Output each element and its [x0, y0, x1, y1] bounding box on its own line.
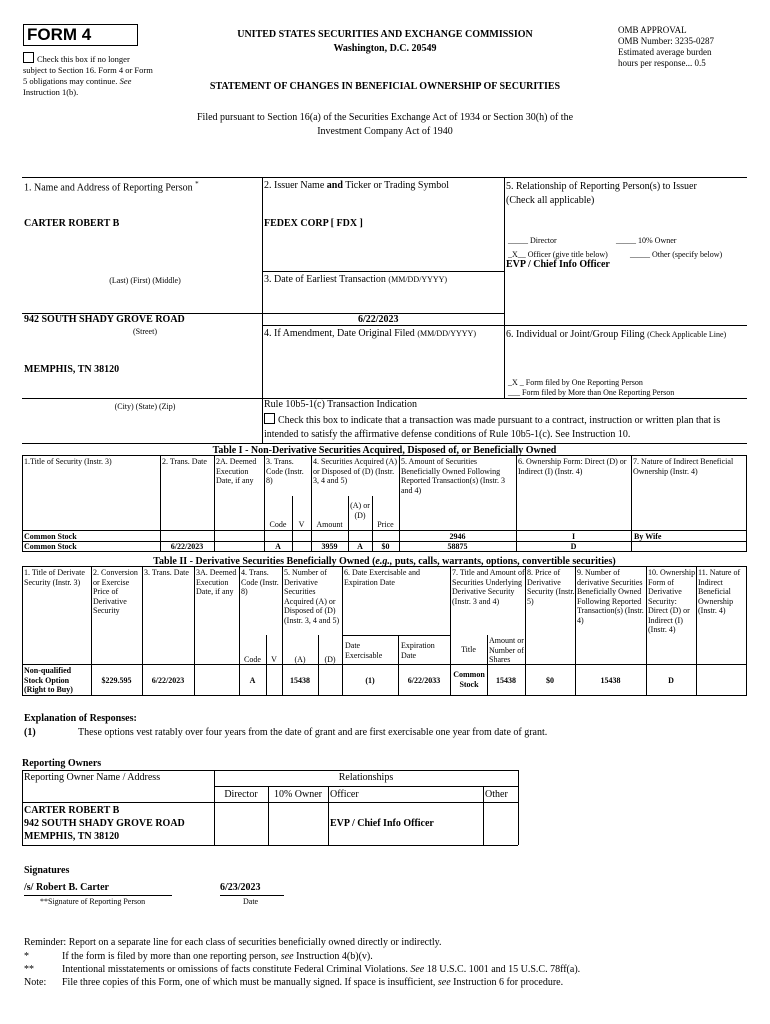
rule	[22, 845, 518, 846]
rule	[266, 635, 267, 695]
explanation-number: (1)	[24, 727, 36, 738]
t2-row-owned: 15438	[600, 676, 621, 685]
explanation-title: Explanation of Responses:	[24, 713, 137, 724]
box4-label: 4. If Amendment, Date Original Filed (MM/DD/YYYY)	[264, 328, 476, 339]
t2-col-title: 1. Title of Derivate Security (Instr. 3)	[24, 568, 85, 587]
issuer-name: FEDEX CORP [ FDX ]	[264, 218, 363, 229]
rule	[483, 786, 484, 845]
owners-col-director: Director	[224, 789, 258, 800]
t1-row2-date: 6/22/2023	[170, 542, 204, 551]
t1-col-acquired: 4. Securities Acquired (A) or Disposed of (D) (Instr. 3, 4 and 5)	[313, 457, 397, 485]
t2-col-nature: 11. Nature of Indirect Beneficial Ownership (Instr. 4)	[698, 568, 741, 615]
rule	[262, 271, 504, 272]
rule	[22, 530, 747, 531]
rule	[194, 566, 195, 695]
box5-label: 5. Relationship of Reporting Person(s) to Issuer (Check all applicable)	[506, 181, 697, 206]
officer-title: EVP / Chief Info Officer	[506, 259, 610, 270]
t1-row1-owned: 2946	[449, 532, 466, 541]
t1-row2-title: Common Stock	[24, 542, 77, 551]
t2-sub-v: V	[271, 655, 277, 664]
agency-name: UNITED STATES SECURITIES AND EXCHANGE COMMISSION	[237, 29, 533, 40]
rule	[22, 177, 747, 178]
t2-col-deemed: 3A. Deemed Execution Date, if any	[196, 568, 237, 596]
t2-col-price: 8. Price of Derivative Security (Instr. 5)	[527, 568, 575, 606]
owners-col-officer: Officer	[330, 789, 359, 800]
owners-col-ten: 10% Owner	[273, 789, 323, 800]
t2-row-date: 6/22/2023	[151, 676, 185, 685]
box2-label: 2. Issuer Name and Ticker or Trading Symbol	[264, 180, 450, 191]
table1-title: Table I - Non-Derivative Securities Acquired, Disposed of, or Beneficially Owned	[212, 445, 557, 456]
table2-title: Table II - Derivative Securities Beneficially Owned (e.g., puts, calls, warrants, options, convertible securities)	[153, 556, 616, 567]
city-hint: (City) (State) (Zip)	[114, 402, 176, 411]
t1-row1-nature: By Wife	[634, 532, 662, 541]
t1-col-title: 1.Title of Security (Instr. 3)	[24, 457, 112, 466]
t1-sub-code: Code	[269, 520, 287, 529]
t2-sub-title: Title	[461, 645, 476, 654]
rule	[342, 635, 450, 636]
t2-sub-date-ex: Date Exercisable	[345, 641, 383, 660]
filing-option-multiple: ___ Form filed by More than One Reporting Person	[508, 388, 675, 397]
officer-option: _X__ Officer (give title below)	[508, 250, 608, 259]
t2-row-form: D	[668, 676, 674, 685]
t2-row-underlying-amount: 15438	[496, 676, 516, 685]
signature: /s/ Robert B. Carter	[24, 882, 109, 893]
t2-row-underlying-title: Common Stock	[453, 670, 485, 689]
t1-col-nature: 7. Nature of Indirect Beneficial Ownership (Instr. 4)	[633, 457, 734, 476]
filing-option-one: _X _ Form filed by One Reporting Person	[508, 378, 643, 387]
rule	[22, 443, 747, 444]
t1-row2-code: A	[275, 542, 281, 551]
rule	[487, 635, 488, 695]
t1-sub-v: V	[298, 520, 305, 529]
t2-col-underlying: 7. Title and Amount of Securities Underlying Derivative Security (Instr. 3 and 4)	[452, 568, 525, 606]
footnote-double-star-text: Intentional misstatements or omissions of facts constitute Federal Criminal Violations. See 18 U.S.C. 1001 and 15 U.S.C. 78ff(a).	[62, 964, 581, 975]
no-longer-subject-checkbox[interactable]	[23, 52, 34, 63]
rule	[318, 635, 319, 695]
box1-label: 1. Name and Address of Reporting Person *	[24, 180, 199, 194]
footnote-star-text: If the form is filed by more than one reporting person, see Instruction 4(b)(v).	[62, 951, 373, 962]
reporting-owners-title: Reporting Owners	[22, 758, 102, 769]
signature-label: **Signature of Reporting Person	[40, 897, 146, 906]
t2-col-code: 4. Trans. Code (Instr. 8)	[241, 568, 279, 596]
t2-row-price: $0	[546, 676, 554, 685]
no-longer-subject-checkbox-text: Check this box if no longer subject to Section 16. Form 4 or Form 5 obligations may continue. See Instruction 1(b).	[23, 54, 153, 97]
t2-col-exercisable: 6. Date Exercisable and Expiration Date	[344, 568, 420, 587]
filed-pursuant: Filed pursuant to Section 16(a) of the Securities Exchange Act of 1934 or Section 30(h) of the Investment Company Act of 1940	[196, 112, 574, 137]
rule	[696, 566, 697, 695]
t2-sub-code: Code	[244, 655, 261, 664]
reminder: Reminder: Report on a separate line for each class of securities beneficially owned directly or indirectly.	[24, 937, 442, 948]
t2-col-form: 10. Ownership Form of Derivative Security: Direct (D) or Indirect (I) (Instr. 4)	[648, 568, 696, 634]
signature-date: 6/23/2023	[220, 882, 261, 893]
rule	[264, 455, 265, 551]
footnote-double-star: **	[24, 964, 34, 975]
t1-sub-price: Price	[377, 520, 394, 529]
note-text: File three copies of this Form, one of which must be manually signed. If space is insufficient, see Instruction 6 for procedure.	[62, 977, 564, 988]
t2-row-expiration: 6/22/2033	[407, 676, 441, 685]
owners-col-name: Reporting Owner Name / Address	[24, 772, 161, 783]
t2-row-acquired: 15438	[290, 676, 310, 685]
rule	[311, 455, 312, 551]
rule	[398, 635, 399, 695]
owners-col-relationships: Relationships	[338, 772, 394, 783]
rule	[262, 325, 747, 326]
rule	[24, 895, 172, 896]
t1-row2-form: D	[570, 542, 577, 551]
agency-city: Washington, D.C. 20549	[333, 43, 437, 54]
rule	[22, 695, 747, 696]
signatures-title: Signatures	[24, 865, 70, 876]
t1-row1-form: I	[571, 532, 576, 541]
street-hint: (Street)	[133, 327, 157, 336]
owners-col-other: Other	[485, 789, 508, 800]
t2-sub-d: (D)	[324, 655, 336, 664]
rule	[746, 455, 747, 551]
rule-10b5-label: Rule 10b5-1(c) Transaction Indication	[264, 399, 418, 410]
rule	[22, 455, 747, 456]
t1-col-deemed: 2A. Deemed Execution Date, if any	[216, 457, 257, 485]
reporting-person-name: CARTER ROBERT B	[24, 218, 120, 229]
rule	[22, 770, 518, 771]
form-title: FORM 4	[27, 25, 92, 44]
rule	[22, 802, 518, 803]
director-option: _____ Director	[508, 236, 557, 245]
rule	[22, 566, 747, 567]
t1-row2-owned: 58875	[447, 542, 468, 551]
rule	[746, 566, 747, 695]
t1-sub-ad: (A) or (D)	[350, 501, 370, 520]
rule	[220, 895, 284, 896]
explanation-text: These options vest ratably over four years from the date of grant and are first exercisable one year from date of grant.	[78, 727, 548, 738]
rule	[262, 177, 263, 443]
ten-percent-owner-option: _____ 10% Owner	[616, 236, 677, 245]
t1-sub-amount: Amount	[316, 520, 343, 529]
t2-row-date-exercisable: (1)	[365, 676, 375, 685]
t1-col-date: 2. Trans. Date	[162, 457, 207, 466]
t1-row2-price: $0	[381, 542, 390, 551]
t2-sub-a: (A)	[294, 655, 306, 664]
t2-col-date: 3. Trans. Date	[144, 568, 189, 577]
rule-10b5-checkbox[interactable]	[264, 413, 275, 424]
t2-row-title: Non-qualified Stock Option (Right to Buy)	[24, 666, 73, 694]
rule	[214, 786, 518, 787]
t2-col-owned: 9. Number of derivative Securities Beneficially Owned Following Reported Transaction(s) (Instr. 4)	[577, 568, 644, 625]
statement-title: STATEMENT OF CHANGES IN BENEFICIAL OWNERSHIP OF SECURITIES	[209, 81, 561, 92]
rule	[22, 770, 23, 845]
t2-col-number: 5. Number of Derivative Securities Acquired (A) or Disposed of (D) (Instr. 3, 4 and 5)	[284, 568, 340, 625]
t1-row2-amount: 3959	[321, 542, 338, 551]
box3-label: 3. Date of Earliest Transaction (MM/DD/YYYY)	[264, 274, 448, 285]
rule	[631, 455, 632, 551]
t2-sub-exp: Expiration Date	[401, 641, 435, 660]
rule	[214, 455, 215, 551]
rule-10b5-text: Check this box to indicate that a transaction was made pursuant to a contract, instruction or written plan that is intended to satisfy the affirmative defense conditions of Rule 10b5-1(c). See Instruction 10.	[264, 415, 721, 440]
reporting-person-street: 942 SOUTH SHADY GROVE ROAD	[24, 314, 185, 325]
box6-label: 6. Individual or Joint/Group Filing (Check Applicable Line)	[506, 329, 727, 340]
t2-row-code: A	[249, 676, 256, 685]
signature-date-label: Date	[243, 897, 259, 906]
rule	[504, 177, 505, 398]
other-option: _____ Other (specify below)	[630, 250, 723, 259]
t1-col-owned: 5. Amount of Securities Beneficially Owned Following Reported Transaction(s) (Instr. 3 and 4)	[401, 457, 505, 495]
rule	[22, 566, 23, 695]
rule	[518, 770, 519, 845]
owner-name: CARTER ROBERT B 942 SOUTH SHADY GROVE ROAD MEMPHIS, TN 38120	[24, 805, 185, 842]
t2-sub-amount: Amount or Number of Shares	[489, 636, 524, 664]
footnote-star: *	[24, 951, 29, 962]
reporting-person-city: MEMPHIS, TN 38120	[24, 364, 120, 375]
rule	[22, 664, 747, 665]
t1-row2-ad: A	[357, 542, 363, 551]
t2-row-conversion: $229.595	[101, 676, 132, 685]
rule	[328, 786, 329, 845]
t1-row1-title: Common Stock	[24, 532, 77, 541]
rule	[160, 455, 161, 551]
omb-approval: OMB APPROVAL OMB Number: 3235-0287 Estimated average burden hours per response... 0.5	[618, 25, 714, 68]
t2-col-conversion: 2. Conversion or Exercise Price of Derivative Security	[93, 568, 138, 615]
t1-col-code: 3. Trans. Code (Instr. 8)	[266, 457, 304, 485]
note-label: Note:	[24, 977, 47, 988]
name-hint: (Last) (First) (Middle)	[109, 276, 181, 285]
owner-officer-title: EVP / Chief Info Officer	[330, 818, 434, 829]
t1-col-form: 6. Ownership Form: Direct (D) or Indirect (I) (Instr. 4)	[518, 457, 627, 476]
earliest-transaction-date: 6/22/2023	[358, 314, 399, 325]
rule	[22, 455, 23, 551]
